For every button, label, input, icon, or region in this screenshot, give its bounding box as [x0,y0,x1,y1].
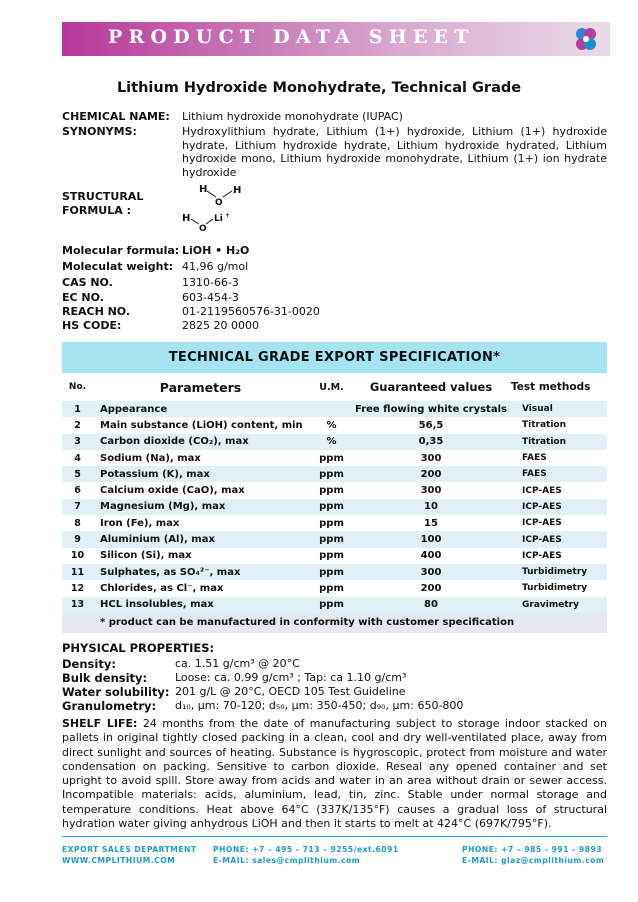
shelf-life-paragraph [62,717,607,831]
row-parameter: Appearance [100,403,168,415]
col-um: U.M. [319,381,344,393]
table-row [62,401,607,417]
molecular-weight-value: 41,96 g/mol [182,260,249,273]
row-parameter: Aluminium (Al), max [100,534,215,546]
footer-email-1[interactable]: E-MAIL: sales@cmplithium.com [213,856,361,865]
row-parameter: Silicon (Si), max [100,550,192,562]
row-parameter: Calcium oxide (CaO), max [100,485,245,497]
row-value: 100 [420,534,442,546]
row-um: ppm [319,485,344,497]
row-parameter: Chlorides, as Cl⁻, max [100,582,224,594]
granulometry-value: d₁₀, µm: 70-120; d₅₀, µm: 350-450; d₉₀, µm: 650-800 [175,699,464,712]
row-um: ppm [319,501,344,513]
row-um: % [326,419,337,431]
col-methods: Test methods [511,381,591,393]
density-value: ca. 1.51 g/cm³ @ 20°C [175,657,300,670]
ec-label: EC NO. [62,291,104,304]
col-parameters: Parameters [159,379,242,395]
spec-rows [62,401,607,613]
hs-code-label: HS CODE: [62,319,122,332]
row-method: Titration [522,436,567,447]
row-value: 56,5 [418,419,444,431]
physical-properties-title: PHYSICAL PROPERTIES: [62,641,215,655]
four-petal-logo-icon [572,25,600,53]
molecular-weight-label: Moleculat weight: [62,260,174,273]
row-parameter: Carbon dioxide (CO₂), max [100,436,249,448]
row-number: 13 [70,599,85,611]
table-row [62,515,607,531]
row-method: Turbidimetry [522,567,588,578]
row-parameter: Magnesium (Mg), max [100,501,226,513]
row-number: 10 [70,550,85,562]
row-value: 300 [420,452,442,464]
row-um: ppm [319,534,344,546]
footer-department: EXPORT SALES DEPARTMENT [62,845,197,854]
row-method: FAES [522,469,547,480]
reach-label: REACH NO. [62,305,131,318]
row-parameter: Iron (Fe), max [100,517,180,529]
row-number: 5 [74,468,81,480]
formula-label: FORMULA : [62,204,131,217]
formula-atom-h2: H [233,185,242,196]
row-method: Gravimetry [522,599,579,610]
row-parameter: Potassium (K), max [100,468,210,480]
shelf-life-text: 24 months from the date of manufacturing subject to storage indoor stacked on pallets in original tightly closed packing in a clean, cool and dry well-ventilated place, away from direct sunlight and sources of heating. Substance is hygroscopic, protect from moisture and water condensation on packing. Sensitive to carbon dioxide. Reseal any opened container and set upright to avoid spill. Store away from acids and water in an area without drain or sewer access. Incompatible materials: acids, aluminium, lead, tin, zinc. Stable under normal storage and temperature conditions. Heat above 64°C (337K/135°F) causes a gradual loss of structural hydration water giving anhydrous LiOH and then it starts to melt at 424°C (697K/795°F). [62,717,607,831]
row-parameter: HCL insolubles, max [100,599,214,611]
row-value: 300 [420,485,442,497]
row-um: ppm [319,599,344,611]
table-row [62,417,607,433]
row-value: Free flowing white crystals [355,403,507,415]
row-method: ICP-AES [522,485,562,496]
row-um: % [326,436,337,448]
reach-value: 01-2119560576-31-0020 [182,305,320,318]
row-value: 200 [420,468,442,480]
cas-label: CAS NO. [62,276,113,289]
shelf-life-label: SHELF LIFE: [62,717,138,730]
chemical-name-value: Lithium hydroxide monohydrate (IUPAC) [182,110,403,123]
banner-title: PRODUCT DATA SHEET [108,26,475,48]
row-um: ppm [319,582,344,594]
formula-atom-h3: H [182,213,191,224]
ec-value: 603-454-3 [182,291,239,304]
molecular-formula-value: LiOH • H₂O [182,244,250,257]
footer-divider [62,836,607,837]
table-row [62,531,607,547]
footer-phone-1: PHONE: +7 – 495 - 713 – 9255/ext.6091 [213,845,399,854]
row-number: 8 [74,517,81,529]
row-parameter: Sulphates, as SO₄²⁻, max [100,566,241,578]
row-parameter: Sodium (Na), max [100,452,201,464]
formula-charge: + [225,212,231,219]
table-row [62,434,607,450]
row-number: 2 [74,419,81,431]
row-value: 200 [420,582,442,594]
spec-column-headers [62,373,607,401]
row-um: ppm [319,566,344,578]
synonyms-label: SYNONYMS: [62,125,137,138]
synonyms-value: Hydroxylithium hydrate, Lithium (1+) hydroxide, Lithium (1+) hydroxide hydrate, Lithium hydroxide hydrate, Lithium hydroxide hydrated, Lithium hydroxide mono, Lithium hydroxide monohydrate, Lithium (1+) ion hydrate hydroxide [182,125,607,179]
table-row [62,564,607,580]
formula-atom-o2: O [199,224,207,232]
formula-atom-o1: O [215,198,223,208]
density-label: Density: [62,657,116,671]
row-number: 1 [74,403,81,415]
row-number: 11 [70,566,85,578]
granulometry-label: Granulometry: [62,699,157,713]
row-parameter: Main substance (LiOH) content, min [100,419,303,431]
spec-note: * product can be manufactured in conformity with customer specification [62,613,607,633]
col-guaranteed: Guaranteed values [369,380,493,394]
water-solubility-label: Water solubility: [62,685,170,699]
cas-value: 1310-66-3 [182,276,239,289]
molecular-formula-label: Molecular formula: [62,244,180,257]
row-value: 400 [420,550,442,562]
footer-phone-2: PHONE: +7 – 985 - 991 - 9893 [462,845,603,854]
row-number: 3 [74,436,81,448]
hs-code-value: 2825 20 0000 [182,319,259,332]
table-row [62,548,607,564]
row-number: 12 [70,582,85,594]
document-title: Lithium Hydroxide Monohydrate, Technical Grade [116,80,522,96]
row-value: 15 [424,517,438,529]
bulk-density-value: Loose: ca. 0.99 g/cm³ ; Tap: ca 1.10 g/cm³ [175,671,407,684]
row-um: ppm [319,452,344,464]
table-row [62,499,607,515]
table-row [62,466,607,482]
row-value: 300 [420,566,442,578]
row-um: ppm [319,550,344,562]
table-row [62,482,607,498]
chemical-name-label: CHEMICAL NAME: [62,110,170,123]
row-method: ICP-AES [522,518,562,529]
formula-atom-h1: H [199,184,208,195]
bulk-density-label: Bulk density: [62,671,148,685]
row-number: 9 [74,534,81,546]
row-number: 6 [74,485,81,497]
row-value: 10 [424,501,438,513]
row-method: Visual [522,404,553,415]
structural-formula [178,182,268,232]
col-no: No. [68,382,87,392]
row-method: ICP-AES [522,534,562,545]
row-method: ICP-AES [522,501,562,512]
specification-table [62,342,607,633]
row-method: ICP-AES [522,550,562,561]
footer-website[interactable]: WWW.CMPLITHIUM.COM [62,856,176,865]
water-solubility-value: 201 g/L @ 20°C, OECD 105 Test Guideline [175,685,406,698]
row-number: 4 [74,452,81,464]
row-um: ppm [319,517,344,529]
row-value: 80 [424,599,438,611]
footer-email-2[interactable]: E-MAIL: glaz@cmplithium.com [462,856,605,865]
table-row [62,450,607,466]
row-method: Turbidimetry [522,583,588,594]
table-row [62,597,607,613]
spec-title: TECHNICAL GRADE EXPORT SPECIFICATION* [62,342,607,373]
row-number: 7 [74,501,81,513]
table-row [62,580,607,596]
structural-label: STRUCTURAL [62,190,144,203]
formula-atom-li: Li [214,214,223,224]
row-method: FAES [522,453,547,464]
row-method: Titration [522,420,567,431]
row-value: 0,35 [418,436,444,448]
row-um: ppm [319,468,344,480]
